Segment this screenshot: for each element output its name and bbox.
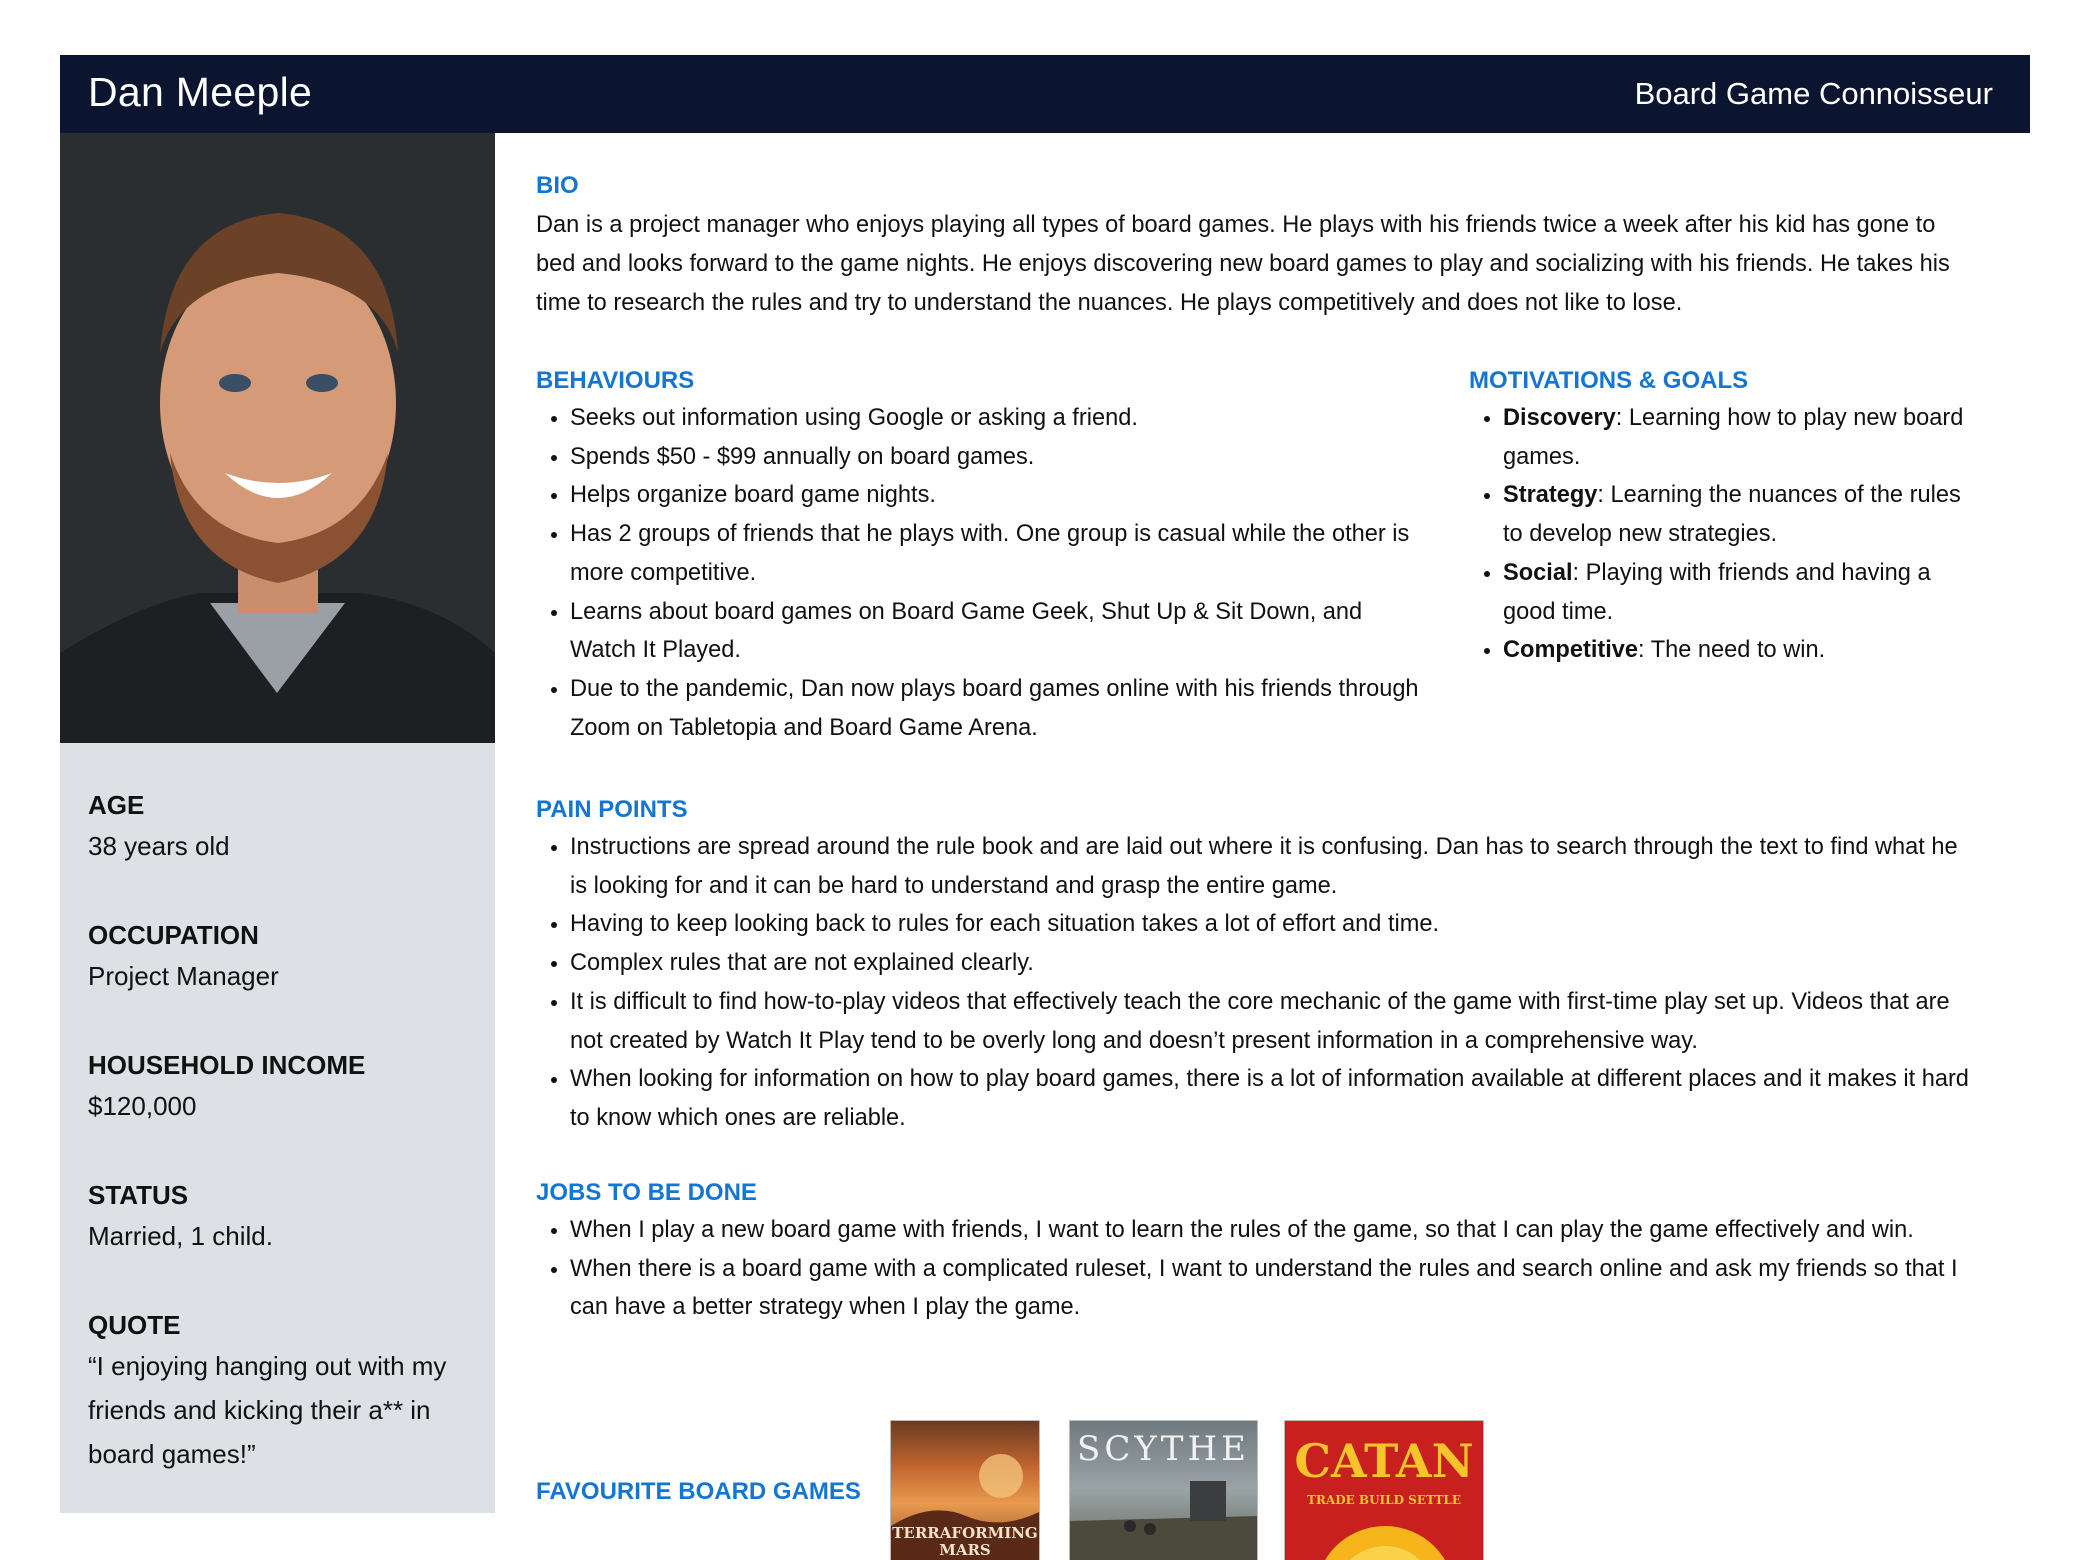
occupation-section xyxy=(88,918,488,1048)
pain-points-title: PAIN POINTS xyxy=(536,796,688,823)
income-value: $120,000 xyxy=(88,1091,197,1121)
age-value: 38 years old xyxy=(88,831,230,861)
list-item xyxy=(1469,399,1969,476)
motivation-term: Strategy xyxy=(1503,482,1598,509)
jobs-title: JOBS TO BE DONE xyxy=(536,1179,757,1206)
motivations-section xyxy=(1469,365,1969,670)
age-section xyxy=(88,788,488,918)
motivations-list xyxy=(1469,399,1969,670)
status-label: STATUS xyxy=(88,1180,189,1210)
game-title: SCYTHE xyxy=(1077,1429,1250,1469)
favourite-games-section xyxy=(536,1420,1976,1560)
list-item: When looking for information on how to play board games, there is a lot of information available at different places and it makes it hard to know which ones are reliable. xyxy=(536,1060,1976,1137)
persona-header xyxy=(60,55,2030,133)
income-section xyxy=(88,1048,488,1178)
game-box-catan xyxy=(1284,1420,1484,1560)
motivation-text: : Playing with friends and having a good time. xyxy=(1503,559,1931,625)
persona-role: Board Game Connoisseur xyxy=(1634,76,1993,111)
jobs-section xyxy=(536,1177,1976,1327)
motivation-text: : Learning how to play new board games. xyxy=(1503,405,1964,470)
occupation-label: OCCUPATION xyxy=(88,920,259,950)
list-item: Having to keep looking back to rules for each situation takes a lot of effort and time. xyxy=(536,905,1976,944)
persona-portrait-image xyxy=(60,133,495,743)
list-item xyxy=(1469,554,1969,631)
pain-points-section xyxy=(536,794,1976,1138)
jobs-list xyxy=(536,1211,1976,1327)
quote-value: “I enjoying hanging out with my friends and kicking their a** in board games!” xyxy=(88,1351,447,1469)
list-item: Spends $50 - $99 annually on board games. xyxy=(536,438,1426,477)
bio-text: Dan is a project manager who enjoys playing all types of board games. He plays with his friends twice a week after his kid has gone to bed and looks forward to the game nights. He enjoys discovering new board games to play and socializing with his friends. He takes his time to research the rules and try to understand the nuances. He plays competitively and does not like to lose. xyxy=(536,212,1950,316)
game-box-terraforming-mars xyxy=(890,1420,1040,1560)
motivation-term: Discovery xyxy=(1503,405,1616,431)
list-item: It is difficult to find how-to-play videos that effectively teach the core mechanic of the game with first-time play set up. Videos that are not created by Watch It Play tend to be overly long and doesn’t present information in a comprehensive way. xyxy=(536,983,1976,1060)
list-item: Learns about board games on Board Game Geek, Shut Up & Sit Down, and Watch It Played. xyxy=(536,593,1426,670)
status-value: Married, 1 child. xyxy=(88,1221,273,1251)
behaviours-title: BEHAVIOURS xyxy=(536,367,695,394)
behaviours-section xyxy=(536,365,1426,747)
favourite-games-title: FAVOURITE BOARD GAMES xyxy=(536,1478,861,1505)
bio-title: BIO xyxy=(536,172,579,199)
income-label: HOUSEHOLD INCOME xyxy=(88,1050,366,1080)
persona-details xyxy=(536,170,1976,1559)
list-item: Complex rules that are not explained clearly. xyxy=(536,944,1976,983)
list-item xyxy=(1469,631,1969,670)
status-section xyxy=(88,1178,488,1308)
game-box-scythe xyxy=(1069,1420,1258,1560)
quote-label: QUOTE xyxy=(88,1310,181,1340)
persona-photo xyxy=(60,133,495,743)
age-label: AGE xyxy=(88,790,145,820)
motivations-title: MOTIVATIONS & GOALS xyxy=(1469,367,1749,394)
game-subtitle: TRADE BUILD SETTLE xyxy=(1306,1493,1461,1507)
persona-name: Dan Meeple xyxy=(88,69,313,115)
profile-sidebar xyxy=(60,133,495,1513)
motivation-text: : The need to win. xyxy=(1638,637,1826,664)
list-item: Seeks out information using Google or asking a friend. xyxy=(536,399,1426,438)
motivation-term: Competitive xyxy=(1503,637,1639,664)
game-title: TERRAFORMING MARS xyxy=(892,1524,1038,1559)
behaviours-list xyxy=(536,399,1426,747)
list-item: Instructions are spread around the rule book and are laid out where it is confusing. Dan has to search through the text to find what he is looking for and it can be hard to understand and grasp the entire game. xyxy=(536,828,1976,905)
game-title: CATAN xyxy=(1294,1434,1474,1488)
profile-facts xyxy=(88,788,488,1476)
motivation-text: : Learning the nuances of the rules to develop new strategies. xyxy=(1503,482,1961,548)
pain-points-list xyxy=(536,828,1976,1138)
motivation-term: Social xyxy=(1503,559,1573,586)
bio-section xyxy=(536,170,1976,323)
list-item: Due to the pandemic, Dan now plays board games online with his friends through Zoom on Tabletopia and Board Game Arena. xyxy=(536,670,1426,747)
quote-section xyxy=(88,1308,488,1476)
list-item: Helps organize board game nights. xyxy=(536,476,1426,515)
occupation-value: Project Manager xyxy=(88,961,279,991)
list-item: When there is a board game with a complicated ruleset, I want to understand the rules and search online and ask my friends so that I can have a better strategy when I play the game. xyxy=(536,1250,1976,1327)
list-item: Has 2 groups of friends that he plays with. One group is casual while the other is more competitive. xyxy=(536,515,1426,592)
list-item: When I play a new board game with friends, I want to learn the rules of the game, so that I can play the game effectively and win. xyxy=(536,1211,1976,1250)
behaviours-motivations-row xyxy=(536,365,1976,765)
list-item xyxy=(1469,476,1969,553)
